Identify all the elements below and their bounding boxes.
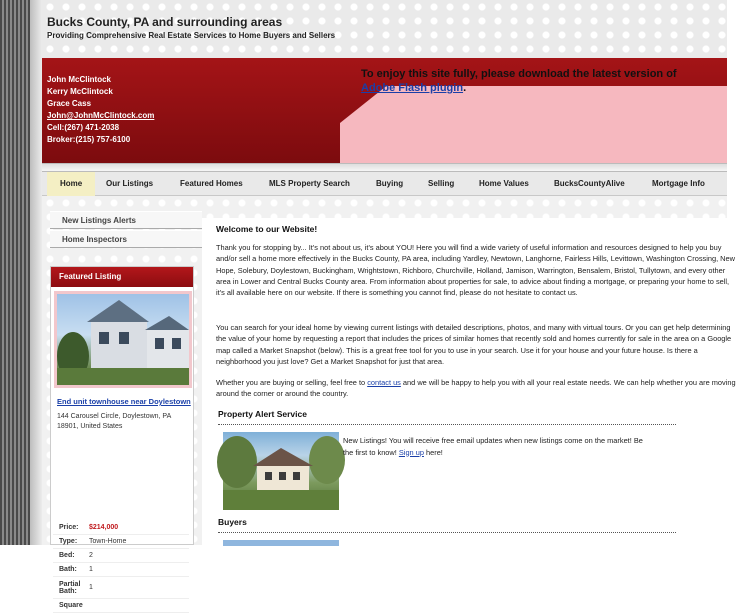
detail-key: Type: [59,538,78,545]
nav-mortgage-info[interactable]: Mortgage Info [652,179,705,188]
main-nav [42,172,727,196]
detail-key: Square [59,602,83,609]
agent-name: John McClintock [47,75,112,84]
nav-featured-homes[interactable]: Featured Homes [180,179,243,188]
listing-details-table [53,521,189,613]
featured-listing-address: 144 Carousel Circle, Doylestown, PA 18901, United States [57,413,171,430]
cell-phone: Cell:(267) 471-2038 [47,123,120,132]
agent-name: Kerry McClintock [47,87,113,96]
contact-info [47,74,154,146]
nav-buying[interactable]: Buying [376,179,404,188]
property-alert-photo [223,432,339,510]
detail-value: 1 [89,566,93,573]
buyers-photo [223,540,339,546]
left-stripe-decoration [0,0,30,545]
flash-message [361,67,701,95]
header [42,0,727,58]
nav-buckscountyalive[interactable]: BucksCountyAlive [554,179,625,188]
contact-us-link[interactable]: contact us [367,378,401,387]
broker-phone: Broker:(215) 757-6100 [47,135,131,144]
detail-value: 1 [89,584,93,591]
main-content [202,196,736,545]
site-title: Bucks County, PA and surrounding areas [47,15,283,29]
detail-value: 2 [89,552,93,559]
flash-plugin-link[interactable]: Adobe Flash plugin [361,82,464,94]
detail-row-bed [53,549,189,563]
buyers-heading: Buyers [218,517,247,527]
nav-selling[interactable]: Selling [428,179,455,188]
featured-listing-title: Featured Listing [51,267,193,287]
detail-row-square [53,599,189,613]
nav-home[interactable]: Home [47,172,95,196]
content-top-decoration [202,196,727,218]
agent-name: Grace Cass [47,99,92,108]
section-divider [218,532,676,533]
property-alert-heading: Property Alert Service [218,409,307,419]
welcome-heading: Welcome to our Website! [216,224,318,234]
email-link[interactable]: John@JohnMcClintock.com [47,111,155,120]
detail-key: Bed: [59,552,75,559]
header-divider [42,163,727,172]
detail-key: Bath: [59,566,77,573]
house-illustration [223,432,339,510]
featured-listing-panel [50,266,194,609]
detail-value: Town-Home [89,538,127,545]
house-illustration [57,294,189,385]
detail-row-partial-bath [53,577,189,599]
left-shade-decoration [30,0,42,545]
flash-text: To enjoy this site fully, please download the latest version of [361,68,677,80]
flash-suffix: . [463,82,467,94]
detail-row-type [53,535,189,549]
sidebar-item-home-inspectors[interactable]: Home Inspectors [50,230,202,248]
search-paragraph: You can search for your ideal home by viewing current listings with detailed descriptions, photos, and many with virtual tours. Or you can get help determining the value of your home by requesting a report that includes the prices of similar homes that recently sold and homes currently for sale in the area on a Google map called a Market Snapshot (below). This is a great free tool for you to use in your search. Use it for your house and your future house. Is there a neighborhood you just love? Get a Market Snapshot for just that area. [216,323,732,366]
detail-row-bath [53,563,189,577]
sidebar [42,196,202,609]
intro-paragraph: Thank you for stopping by... It's not about us, it's about YOU! Here you will find a wide variety of useful information and resources designed to help you buy and/or sell a home more effectively in the Bucks County, PA area, including Yardley, Newtown, Langhorne, Fairless Hills, Levittown, Washington Crossing, New Hope, Solebury, Doylestown, Buckingham, Wrightstown, Richboro, Churchville, Holland, Jamison, Warrington, Bensalem, Bristol, Tullytown, and every other area in Lower and Central Bucks County area. From information about properties for sale, to advice about finding a mortgage, or preparing your home to sell, it's all available here on our website. If there is something you cannot find, please do not hesitate to contact us. [216,243,735,298]
detail-value: $214,000 [89,524,119,531]
featured-listing-link[interactable]: End unit townhouse near Doylestown [57,397,191,406]
site-subtitle: Providing Comprehensive Real Estate Services to Home Buyers and Sellers [47,31,336,40]
nav-mls-property-search[interactable]: MLS Property Search [269,179,350,188]
detail-key: Price: [59,524,79,531]
section-divider [218,424,676,425]
sidebar-item-new-listings-alerts[interactable]: New Listings Alerts [50,211,202,229]
nav-home-values[interactable]: Home Values [479,179,529,188]
property-alert-text: New Listings! You will receive free email updates when new listings come on the market! Be the first to know! Sign up here! [343,436,643,457]
featured-listing-photo[interactable] [54,291,192,388]
nav-our-listings[interactable]: Our Listings [106,179,154,188]
sign-up-link[interactable]: Sign up [398,447,424,457]
detail-key: Partial Bath: [59,580,81,595]
detail-row-price [53,521,189,535]
contact-paragraph: Whether you are buying or selling, feel free to contact us and we will be happy to help you with all your real estate needs. We can help whether you are moving around the corner or around the country. [216,378,736,399]
